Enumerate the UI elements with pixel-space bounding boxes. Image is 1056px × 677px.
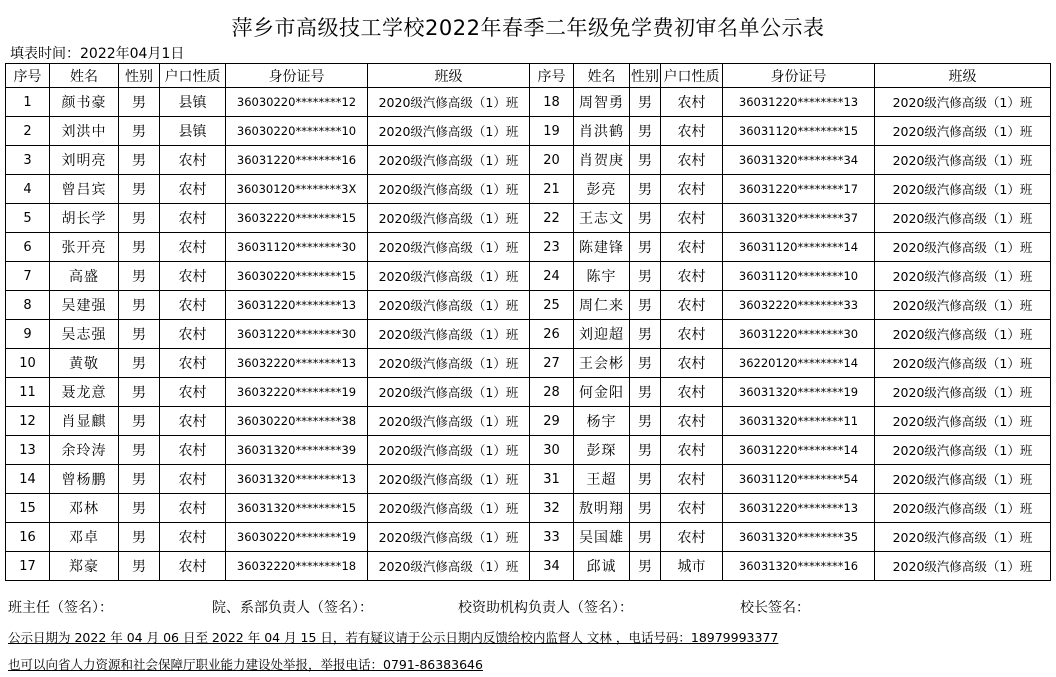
class-cell: 2020级汽修高级（1）班 bbox=[875, 465, 1051, 494]
class-cell: 2020级汽修高级（1）班 bbox=[875, 523, 1051, 552]
hukou-cell: 农村 bbox=[661, 262, 723, 291]
seq-cell: 7 bbox=[6, 262, 50, 291]
name-cell: 胡长学 bbox=[50, 204, 119, 233]
gender-cell: 男 bbox=[630, 494, 661, 523]
hukou-cell: 农村 bbox=[661, 117, 723, 146]
name-cell: 王会彬 bbox=[574, 349, 630, 378]
seq-cell: 27 bbox=[530, 349, 574, 378]
name-cell: 彭亮 bbox=[574, 175, 630, 204]
name-cell: 吴志强 bbox=[50, 320, 119, 349]
gender-cell: 男 bbox=[119, 233, 160, 262]
hukou-cell: 农村 bbox=[160, 146, 226, 175]
id-number-cell: 36031320********15 bbox=[226, 494, 368, 523]
gender-cell: 男 bbox=[630, 233, 661, 262]
hukou-cell: 农村 bbox=[661, 349, 723, 378]
table-row bbox=[6, 146, 1051, 175]
seq-cell: 32 bbox=[530, 494, 574, 523]
id-number-cell: 36032220********19 bbox=[226, 378, 368, 407]
hukou-cell: 农村 bbox=[160, 407, 226, 436]
name-cell: 王超 bbox=[574, 465, 630, 494]
principal-signature: 校长签名： bbox=[740, 600, 810, 616]
id-number-cell: 36031320********34 bbox=[723, 146, 875, 175]
head-teacher-signature: 班主任（签名）： bbox=[8, 600, 113, 616]
hukou-cell: 农村 bbox=[160, 436, 226, 465]
class-cell: 2020级汽修高级（1）班 bbox=[368, 88, 530, 117]
header-id-number: 身份证号 bbox=[226, 64, 368, 88]
header-name: 姓名 bbox=[574, 64, 630, 88]
hukou-cell: 农村 bbox=[661, 378, 723, 407]
hukou-cell: 农村 bbox=[661, 204, 723, 233]
header-id-number: 身份证号 bbox=[723, 64, 875, 88]
table-row bbox=[6, 436, 1051, 465]
gender-cell: 男 bbox=[119, 146, 160, 175]
seq-cell: 14 bbox=[6, 465, 50, 494]
class-cell: 2020级汽修高级（1）班 bbox=[368, 407, 530, 436]
gender-cell: 男 bbox=[630, 407, 661, 436]
class-cell: 2020级汽修高级（1）班 bbox=[875, 320, 1051, 349]
seq-cell: 20 bbox=[530, 146, 574, 175]
gender-cell: 男 bbox=[630, 146, 661, 175]
class-cell: 2020级汽修高级（1）班 bbox=[368, 320, 530, 349]
gender-cell: 男 bbox=[630, 204, 661, 233]
name-cell: 敖明翔 bbox=[574, 494, 630, 523]
gender-cell: 男 bbox=[119, 523, 160, 552]
seq-cell: 30 bbox=[530, 436, 574, 465]
gender-cell: 男 bbox=[630, 436, 661, 465]
seq-cell: 23 bbox=[530, 233, 574, 262]
hukou-cell: 农村 bbox=[160, 262, 226, 291]
header-gender: 性别 bbox=[630, 64, 661, 88]
seq-cell: 5 bbox=[6, 204, 50, 233]
hukou-cell: 农村 bbox=[661, 494, 723, 523]
seq-cell: 11 bbox=[6, 378, 50, 407]
name-cell: 张开亮 bbox=[50, 233, 119, 262]
seq-cell: 31 bbox=[530, 465, 574, 494]
table-row bbox=[6, 465, 1051, 494]
class-cell: 2020级汽修高级（1）班 bbox=[875, 378, 1051, 407]
hukou-cell: 农村 bbox=[160, 465, 226, 494]
class-cell: 2020级汽修高级（1）班 bbox=[875, 552, 1051, 581]
student-list-table bbox=[5, 63, 1051, 581]
id-number-cell: 36032220********13 bbox=[226, 349, 368, 378]
gender-cell: 男 bbox=[630, 523, 661, 552]
gender-cell: 男 bbox=[119, 291, 160, 320]
class-cell: 2020级汽修高级（1）班 bbox=[368, 552, 530, 581]
id-number-cell: 36032220********18 bbox=[226, 552, 368, 581]
seq-cell: 10 bbox=[6, 349, 50, 378]
hukou-cell: 农村 bbox=[160, 349, 226, 378]
class-cell: 2020级汽修高级（1）班 bbox=[368, 146, 530, 175]
hukou-cell: 农村 bbox=[661, 233, 723, 262]
seq-cell: 26 bbox=[530, 320, 574, 349]
gender-cell: 男 bbox=[630, 117, 661, 146]
hukou-cell: 农村 bbox=[160, 233, 226, 262]
hukou-cell: 农村 bbox=[661, 523, 723, 552]
name-cell: 肖显麒 bbox=[50, 407, 119, 436]
name-cell: 肖贺庚 bbox=[574, 146, 630, 175]
class-cell: 2020级汽修高级（1）班 bbox=[368, 465, 530, 494]
gender-cell: 男 bbox=[630, 465, 661, 494]
dept-head-signature: 院、系部负责人（签名）： bbox=[212, 600, 373, 616]
name-cell: 颜书豪 bbox=[50, 88, 119, 117]
class-cell: 2020级汽修高级（1）班 bbox=[368, 291, 530, 320]
hukou-cell: 县镇 bbox=[160, 117, 226, 146]
id-number-cell: 36032220********15 bbox=[226, 204, 368, 233]
id-number-cell: 36031120********54 bbox=[723, 465, 875, 494]
gender-cell: 男 bbox=[119, 378, 160, 407]
hukou-cell: 农村 bbox=[661, 291, 723, 320]
class-cell: 2020级汽修高级（1）班 bbox=[875, 291, 1051, 320]
notice-report: 也可以向省人力资源和社会保障厅职业能力建设处举报，举报电话：0791-86383646 bbox=[8, 657, 483, 672]
id-number-cell: 36032220********33 bbox=[723, 291, 875, 320]
table-row bbox=[6, 320, 1051, 349]
id-number-cell: 36030220********38 bbox=[226, 407, 368, 436]
id-number-cell: 36031220********30 bbox=[226, 320, 368, 349]
hukou-cell: 农村 bbox=[661, 407, 723, 436]
class-cell: 2020级汽修高级（1）班 bbox=[875, 175, 1051, 204]
name-cell: 曾杨鹏 bbox=[50, 465, 119, 494]
name-cell: 吴国雄 bbox=[574, 523, 630, 552]
hukou-cell: 农村 bbox=[160, 523, 226, 552]
class-cell: 2020级汽修高级（1）班 bbox=[875, 262, 1051, 291]
class-cell: 2020级汽修高级（1）班 bbox=[368, 117, 530, 146]
gender-cell: 男 bbox=[119, 88, 160, 117]
id-number-cell: 36031120********15 bbox=[723, 117, 875, 146]
name-cell: 高盛 bbox=[50, 262, 119, 291]
page-title: 萍乡市高级技工学校2022年春季二年级免学费初审名单公示表 bbox=[231, 16, 825, 40]
id-number-cell: 36031220********30 bbox=[723, 320, 875, 349]
table-row bbox=[6, 494, 1051, 523]
gender-cell: 男 bbox=[630, 552, 661, 581]
table-row bbox=[6, 117, 1051, 146]
header-seq: 序号 bbox=[6, 64, 50, 88]
id-number-cell: 36030220********19 bbox=[226, 523, 368, 552]
name-cell: 刘明亮 bbox=[50, 146, 119, 175]
seq-cell: 4 bbox=[6, 175, 50, 204]
hukou-cell: 农村 bbox=[160, 378, 226, 407]
seq-cell: 29 bbox=[530, 407, 574, 436]
hukou-cell: 农村 bbox=[661, 320, 723, 349]
seq-cell: 8 bbox=[6, 291, 50, 320]
id-number-cell: 36031120********14 bbox=[723, 233, 875, 262]
name-cell: 余玲涛 bbox=[50, 436, 119, 465]
name-cell: 杨宇 bbox=[574, 407, 630, 436]
name-cell: 邱诚 bbox=[574, 552, 630, 581]
seq-cell: 13 bbox=[6, 436, 50, 465]
hukou-cell: 城市 bbox=[661, 552, 723, 581]
seq-cell: 17 bbox=[6, 552, 50, 581]
name-cell: 邓卓 bbox=[50, 523, 119, 552]
id-number-cell: 36031320********13 bbox=[226, 465, 368, 494]
table-row bbox=[6, 378, 1051, 407]
table-header-row bbox=[6, 64, 1051, 88]
name-cell: 郑豪 bbox=[50, 552, 119, 581]
header-seq: 序号 bbox=[530, 64, 574, 88]
id-number-cell: 36220120********14 bbox=[723, 349, 875, 378]
name-cell: 周仁来 bbox=[574, 291, 630, 320]
seq-cell: 25 bbox=[530, 291, 574, 320]
id-number-cell: 36030220********10 bbox=[226, 117, 368, 146]
class-cell: 2020级汽修高级（1）班 bbox=[875, 204, 1051, 233]
id-number-cell: 36031320********19 bbox=[723, 378, 875, 407]
gender-cell: 男 bbox=[119, 436, 160, 465]
table-row bbox=[6, 349, 1051, 378]
class-cell: 2020级汽修高级（1）班 bbox=[875, 88, 1051, 117]
hukou-cell: 农村 bbox=[661, 146, 723, 175]
name-cell: 周智勇 bbox=[574, 88, 630, 117]
hukou-cell: 农村 bbox=[160, 175, 226, 204]
table-row bbox=[6, 88, 1051, 117]
hukou-cell: 农村 bbox=[160, 320, 226, 349]
table-row bbox=[6, 262, 1051, 291]
hukou-cell: 农村 bbox=[160, 494, 226, 523]
hukou-cell: 农村 bbox=[160, 552, 226, 581]
gender-cell: 男 bbox=[630, 378, 661, 407]
class-cell: 2020级汽修高级（1）班 bbox=[875, 349, 1051, 378]
class-cell: 2020级汽修高级（1）班 bbox=[875, 146, 1051, 175]
gender-cell: 男 bbox=[119, 349, 160, 378]
notice-period: 公示日期为 2022 年 04 月 06 日至 2022 年 04 月 15 日，若有疑议请于公示日期内反馈给校内监督人 文林 ，电话号码：18979993377 bbox=[8, 630, 779, 645]
gender-cell: 男 bbox=[119, 552, 160, 581]
header-class: 班级 bbox=[875, 64, 1051, 88]
class-cell: 2020级汽修高级（1）班 bbox=[368, 175, 530, 204]
table-row bbox=[6, 523, 1051, 552]
hukou-cell: 县镇 bbox=[160, 88, 226, 117]
gender-cell: 男 bbox=[630, 349, 661, 378]
gender-cell: 男 bbox=[630, 262, 661, 291]
seq-cell: 33 bbox=[530, 523, 574, 552]
id-number-cell: 36031320********39 bbox=[226, 436, 368, 465]
seq-cell: 12 bbox=[6, 407, 50, 436]
gender-cell: 男 bbox=[119, 175, 160, 204]
id-number-cell: 36030220********12 bbox=[226, 88, 368, 117]
gender-cell: 男 bbox=[630, 175, 661, 204]
seq-cell: 15 bbox=[6, 494, 50, 523]
name-cell: 黄敬 bbox=[50, 349, 119, 378]
gender-cell: 男 bbox=[630, 320, 661, 349]
seq-cell: 18 bbox=[530, 88, 574, 117]
id-number-cell: 36031120********30 bbox=[226, 233, 368, 262]
seq-cell: 24 bbox=[530, 262, 574, 291]
name-cell: 吴建强 bbox=[50, 291, 119, 320]
seq-cell: 19 bbox=[530, 117, 574, 146]
header-hukou: 户口性质 bbox=[661, 64, 723, 88]
id-number-cell: 36031220********13 bbox=[723, 494, 875, 523]
seq-cell: 9 bbox=[6, 320, 50, 349]
header-hukou: 户口性质 bbox=[160, 64, 226, 88]
hukou-cell: 农村 bbox=[661, 88, 723, 117]
hukou-cell: 农村 bbox=[661, 465, 723, 494]
id-number-cell: 36031120********10 bbox=[723, 262, 875, 291]
name-cell: 陈建锋 bbox=[574, 233, 630, 262]
seq-cell: 34 bbox=[530, 552, 574, 581]
class-cell: 2020级汽修高级（1）班 bbox=[875, 407, 1051, 436]
fill-date: 填表时间：2022年04月1日 bbox=[10, 46, 185, 62]
hukou-cell: 农村 bbox=[160, 204, 226, 233]
class-cell: 2020级汽修高级（1）班 bbox=[368, 349, 530, 378]
name-cell: 王志文 bbox=[574, 204, 630, 233]
class-cell: 2020级汽修高级（1）班 bbox=[368, 378, 530, 407]
seq-cell: 16 bbox=[6, 523, 50, 552]
hukou-cell: 农村 bbox=[661, 175, 723, 204]
class-cell: 2020级汽修高级（1）班 bbox=[875, 117, 1051, 146]
hukou-cell: 农村 bbox=[160, 291, 226, 320]
table-row bbox=[6, 407, 1051, 436]
id-number-cell: 36031220********14 bbox=[723, 436, 875, 465]
class-cell: 2020级汽修高级（1）班 bbox=[875, 233, 1051, 262]
name-cell: 刘洪中 bbox=[50, 117, 119, 146]
name-cell: 聂龙意 bbox=[50, 378, 119, 407]
name-cell: 刘迎超 bbox=[574, 320, 630, 349]
class-cell: 2020级汽修高级（1）班 bbox=[368, 233, 530, 262]
class-cell: 2020级汽修高级（1）班 bbox=[368, 204, 530, 233]
class-cell: 2020级汽修高级（1）班 bbox=[368, 494, 530, 523]
id-number-cell: 36031220********17 bbox=[723, 175, 875, 204]
seq-cell: 1 bbox=[6, 88, 50, 117]
seq-cell: 21 bbox=[530, 175, 574, 204]
gender-cell: 男 bbox=[630, 291, 661, 320]
id-number-cell: 36030220********15 bbox=[226, 262, 368, 291]
name-cell: 彭琛 bbox=[574, 436, 630, 465]
name-cell: 何金阳 bbox=[574, 378, 630, 407]
name-cell: 陈宇 bbox=[574, 262, 630, 291]
gender-cell: 男 bbox=[119, 117, 160, 146]
table-row bbox=[6, 233, 1051, 262]
gender-cell: 男 bbox=[119, 465, 160, 494]
id-number-cell: 36031320********11 bbox=[723, 407, 875, 436]
seq-cell: 28 bbox=[530, 378, 574, 407]
gender-cell: 男 bbox=[119, 320, 160, 349]
table-row bbox=[6, 552, 1051, 581]
gender-cell: 男 bbox=[119, 262, 160, 291]
id-number-cell: 36031320********37 bbox=[723, 204, 875, 233]
table-row bbox=[6, 175, 1051, 204]
gender-cell: 男 bbox=[119, 494, 160, 523]
id-number-cell: 36031320********16 bbox=[723, 552, 875, 581]
class-cell: 2020级汽修高级（1）班 bbox=[368, 262, 530, 291]
table-row bbox=[6, 204, 1051, 233]
seq-cell: 6 bbox=[6, 233, 50, 262]
id-number-cell: 36031220********13 bbox=[723, 88, 875, 117]
name-cell: 肖洪鹤 bbox=[574, 117, 630, 146]
gender-cell: 男 bbox=[119, 407, 160, 436]
class-cell: 2020级汽修高级（1）班 bbox=[368, 436, 530, 465]
seq-cell: 2 bbox=[6, 117, 50, 146]
name-cell: 邓林 bbox=[50, 494, 119, 523]
aid-office-signature: 校资助机构负责人（签名）： bbox=[458, 600, 633, 616]
header-name: 姓名 bbox=[50, 64, 119, 88]
class-cell: 2020级汽修高级（1）班 bbox=[875, 494, 1051, 523]
seq-cell: 22 bbox=[530, 204, 574, 233]
table-row bbox=[6, 291, 1051, 320]
seq-cell: 3 bbox=[6, 146, 50, 175]
id-number-cell: 36031220********13 bbox=[226, 291, 368, 320]
id-number-cell: 36031220********16 bbox=[226, 146, 368, 175]
gender-cell: 男 bbox=[119, 204, 160, 233]
id-number-cell: 36030120********3X bbox=[226, 175, 368, 204]
gender-cell: 男 bbox=[630, 88, 661, 117]
header-class: 班级 bbox=[368, 64, 530, 88]
class-cell: 2020级汽修高级（1）班 bbox=[875, 436, 1051, 465]
class-cell: 2020级汽修高级（1）班 bbox=[368, 523, 530, 552]
id-number-cell: 36031320********35 bbox=[723, 523, 875, 552]
hukou-cell: 农村 bbox=[661, 436, 723, 465]
header-gender: 性别 bbox=[119, 64, 160, 88]
name-cell: 曾吕宾 bbox=[50, 175, 119, 204]
